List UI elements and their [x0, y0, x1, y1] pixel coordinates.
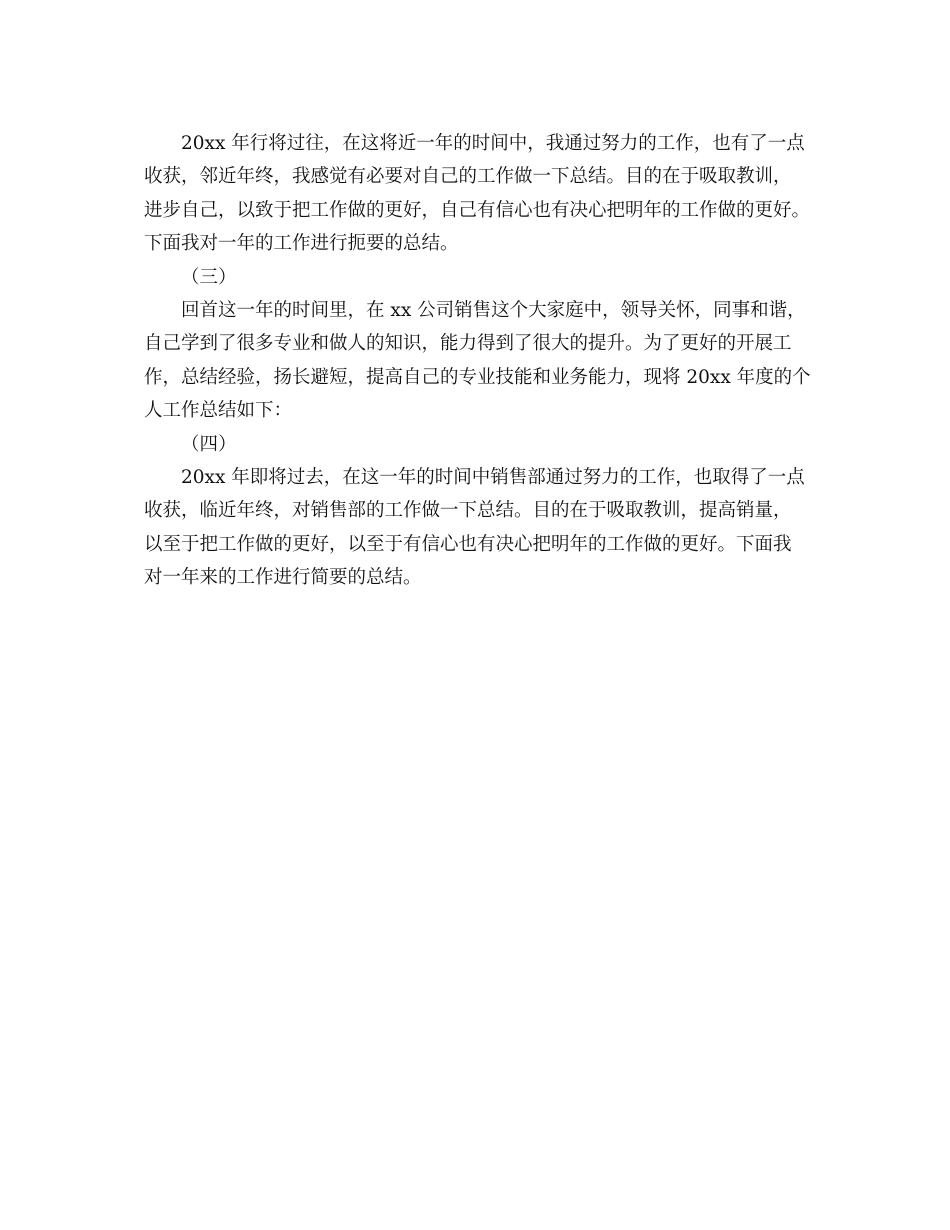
- paragraph-section-four: [144, 463, 812, 593]
- text-line: 作，总结经验，扬长避短，提高自己的专业技能和业务能力，现将 20xx 年度的个: [144, 366, 811, 388]
- text-line: 20xx 年即将过去，在这一年的时间中销售部通过努力的工作，也取得了一点: [181, 466, 805, 488]
- text-line: 人工作总结如下：: [144, 400, 293, 422]
- text-line: 以至于把工作做的更好，以至于有信心也有决心把明年的工作做的更好。下面我: [144, 533, 792, 555]
- text-line: 对一年来的工作进行简要的总结。: [144, 567, 422, 589]
- text-line: 进步自己，以致于把工作做的更好，自己有信心也有决心把明年的工作做的更好。: [144, 199, 811, 221]
- document-body: [144, 129, 812, 596]
- text-line: 自己学到了很多专业和做人的知识，能力得到了很大的提升。为了更好的开展工: [144, 333, 792, 355]
- paragraph-section-three: [144, 296, 812, 426]
- text-line: 收获，邻近年终，我感觉有必要对自己的工作做一下总结。目的在于吸取教训，: [144, 166, 792, 188]
- text-line: 下面我对一年的工作进行扼要的总结。: [144, 233, 459, 255]
- paragraph-intro: [144, 129, 812, 259]
- section-number: （三）: [181, 266, 237, 288]
- text-line: 回首这一年的时间里，在 xx 公司销售这个大家庭中，领导关怀，同事和谐，: [181, 299, 806, 321]
- text-line: 收获，临近年终，对销售部的工作做一下总结。目的在于吸取教训，提高销量，: [144, 500, 792, 522]
- text-line: 20xx 年行将过往，在这将近一年的时间中，我通过努力的工作，也有了一点: [181, 133, 805, 154]
- section-heading-four: [144, 430, 812, 460]
- section-heading-three: [144, 263, 812, 293]
- section-number: （四）: [181, 433, 237, 455]
